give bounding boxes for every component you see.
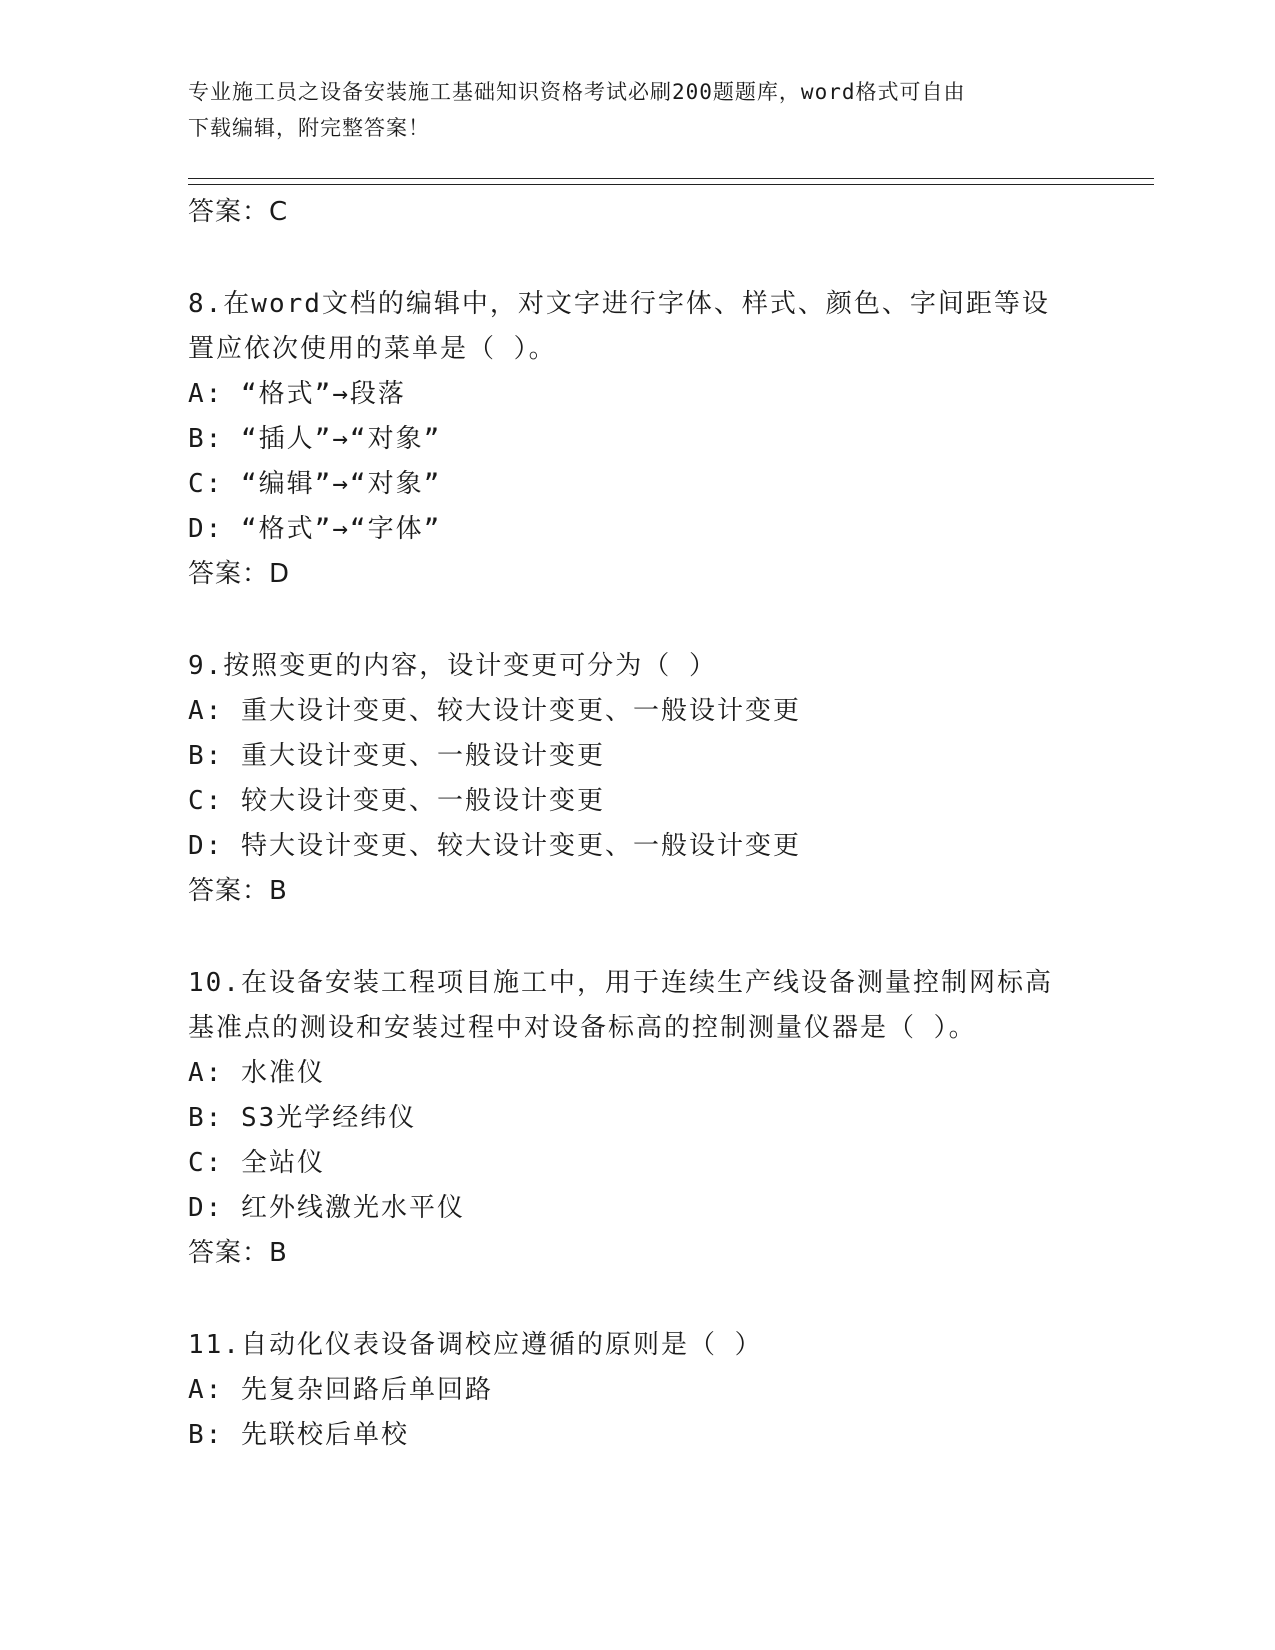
- option-c: C: 全站仪: [188, 1148, 325, 1178]
- document-body: [188, 190, 1128, 1458]
- question-text-line: 8.在word文档的编辑中，对文字进行字体、样式、颜色、字间距等设: [188, 289, 1050, 319]
- option-a: A: 水准仪: [188, 1058, 325, 1088]
- option-d: D: “格式”→“字体”: [188, 514, 442, 544]
- option-d: D: 红外线激光水平仪: [188, 1193, 465, 1223]
- question-text-line: 11.自动化仪表设备调校应遵循的原则是（ ）: [188, 1330, 763, 1360]
- option-a: A: 先复杂回路后单回路: [188, 1375, 493, 1405]
- header-line-2: 下载编辑，附完整答案！: [188, 116, 430, 140]
- question-block: [188, 1323, 1128, 1458]
- question-text-line: 10.在设备安装工程项目施工中，用于连续生产线设备测量控制网标高: [188, 968, 1053, 998]
- header-line-1: 专业施工员之设备安装施工基础知识资格考试必刷200题题库，word格式可自由: [188, 80, 966, 104]
- option-c: C: “编辑”→“对象”: [188, 469, 442, 499]
- question-block: [188, 282, 1128, 597]
- question-text-line: 置应依次使用的菜单是（ ）。: [188, 334, 557, 364]
- option-a: A: “格式”→段落: [188, 379, 406, 409]
- answer-line: 答案：B: [188, 1238, 288, 1268]
- document-header: [188, 74, 1088, 146]
- option-a: A: 重大设计变更、较大设计变更、一般设计变更: [188, 696, 801, 726]
- option-b: B: “插人”→“对象”: [188, 424, 442, 454]
- option-b: B: 先联校后单校: [188, 1420, 409, 1450]
- option-b: B: S3光学经纬仪: [188, 1103, 417, 1133]
- option-d: D: 特大设计变更、较大设计变更、一般设计变更: [188, 831, 801, 861]
- option-b: B: 重大设计变更、一般设计变更: [188, 741, 605, 771]
- question-text-line: 9.按照变更的内容，设计变更可分为（ ）: [188, 651, 717, 681]
- question-block: [188, 961, 1128, 1276]
- answer-line: 答案：D: [188, 559, 291, 589]
- header-divider-top: [188, 178, 1154, 179]
- question-block: [188, 644, 1128, 914]
- option-c: C: 较大设计变更、一般设计变更: [188, 786, 605, 816]
- question-text-line: 基准点的测设和安装过程中对设备标高的控制测量仪器是（ ）。: [188, 1013, 977, 1043]
- header-divider-bottom: [188, 184, 1154, 185]
- answer-line: 答案：B: [188, 876, 288, 906]
- answer-line: 答案：C: [188, 197, 289, 227]
